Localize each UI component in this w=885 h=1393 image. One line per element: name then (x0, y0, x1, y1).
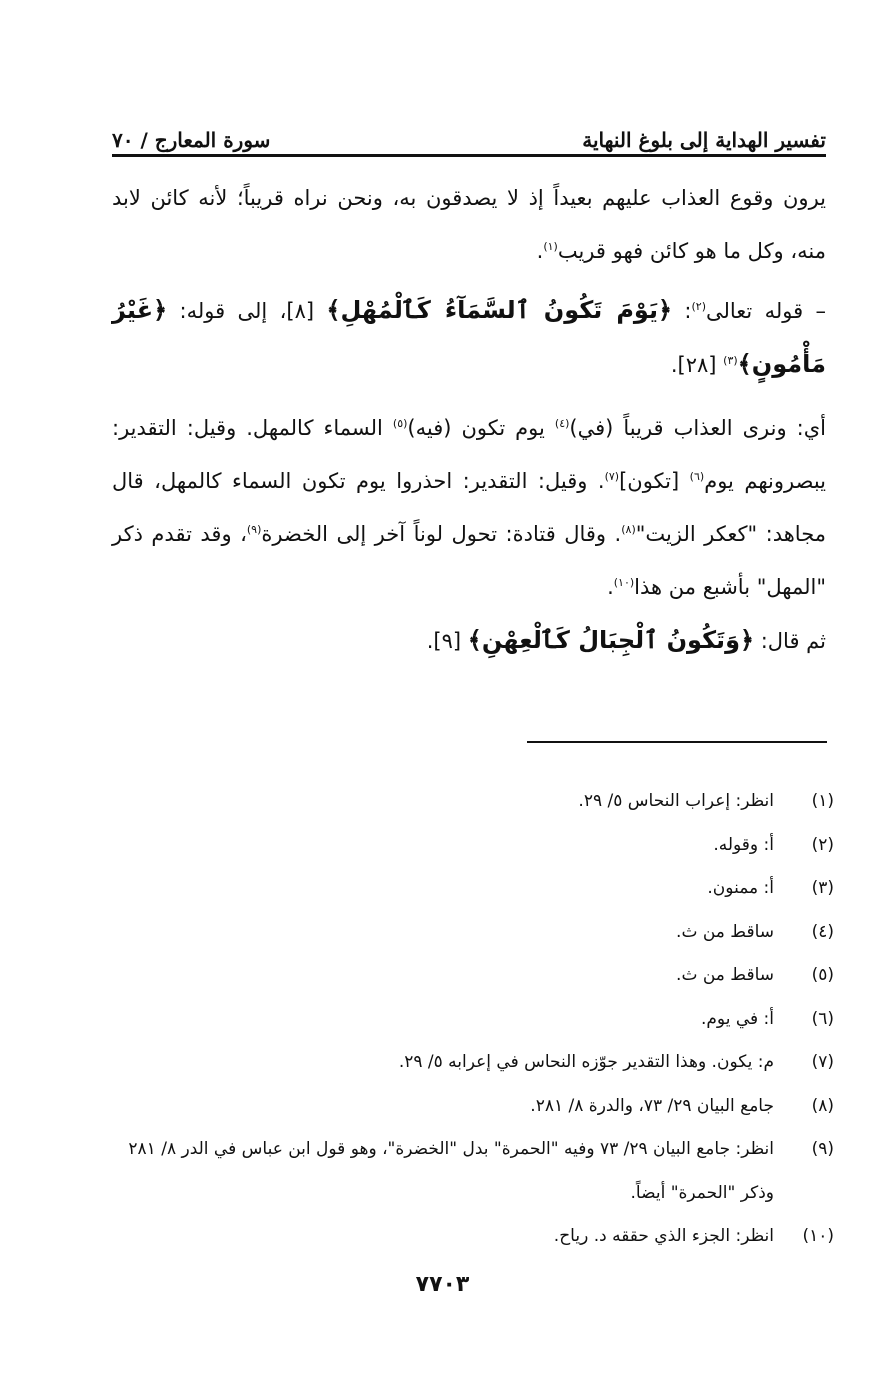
footnote-ref: (٥) (392, 417, 408, 430)
footnote-item: (١) انظر: إعراب النحاس ٥/ ٢٩. (578, 791, 834, 811)
footnote-item: (٥) ساقط من ث. (676, 965, 834, 985)
footnote-separator (527, 741, 827, 743)
footnote-ref: (٨) (621, 523, 636, 536)
paragraph-1: يرون وقوع العذاب عليهم بعيداً إذ لا يصدقون به، ونحن نراه قريباً؛ لأنه كائن لابد منه، وكل ما هو كائن فهو قريب$^{(١)}$. (112, 186, 826, 263)
quran-verse: ﴿وَتَكُونُ ٱلْجِبَالُ كَٱلْعِهْنِ﴾ (467, 626, 755, 654)
footnote-item: (١٠) انظر: الجزء الذي حققه د. رياح. (553, 1226, 834, 1246)
running-header (112, 112, 826, 152)
footnote-ref: (١) (543, 240, 558, 253)
footnote-ref: (٤) (554, 417, 570, 430)
footnote-item: (٨) جامع البيان ٢٩/ ٧٣، والدرة ٨/ ٢٨١. (530, 1095, 834, 1116)
main-text (112, 172, 826, 668)
surah-page-label: سورة المعارج / ٧٠ (112, 128, 271, 152)
footnotes (112, 780, 834, 1259)
footnote-ref: (١٠) (613, 576, 635, 589)
footnote-item: (٧) م: يكون. وهذا التقدير جوّزه النحاس في إعرابه ٥/ ٢٩. (398, 1052, 834, 1072)
footnote-item: (٩) انظر: جامع البيان ٢٩/ ٧٣ وفيه "الحمرة" بدل "الخضرة"، وهو قول ابن عباس في الدر ٨/ ٢٨١ وذكر "الحمرة" أيضاً. (128, 1139, 834, 1203)
footnote-ref: (٦) (689, 470, 705, 483)
page-number: ٧٧٠٣ (415, 1272, 470, 1297)
quran-verse: ﴿غَيْرُ مَأْمُونٍ﴾ (112, 296, 826, 378)
book-title: تفسير الهداية إلى بلوغ النهاية (582, 128, 826, 152)
footnote-ref: (٣) (723, 354, 738, 367)
header-rule (112, 154, 826, 157)
quran-verse: ﴿يَوْمَ تَكُونُ ٱلسَّمَآءُ كَٱلْمُهْلِ﴾ (326, 296, 673, 324)
paragraph-3: أي: ونرى العذاب قريباً (في)$^{(٤)}$ يوم تكون (فيه)$^{(٥)}$ السماء كالمهل. وقيل: التقدير: يبصرونهم يوم$^{(٦)}$ [تكون]$^{(٧)}$. وقيل: التقدير: احذروا يوم تكون السماء كالمهل، قال مجاهد: "كعكر الزيت"$^{(٨)}$. وقال قتادة: تحول لوناً آخر إلى الخضرة$^{(٩)}$، وقد تقدم ذكر "المهل" بأشبع من هذا$^{(١٠)}$. (112, 416, 826, 599)
footnote-item: (٤) ساقط من ث. (676, 921, 834, 942)
footnote-ref: (٧) (604, 470, 620, 483)
footnote-item: (٦) أ: في يوم. (701, 1008, 834, 1029)
footnote-ref: (٩) (246, 523, 262, 536)
footnote-item: (٣) أ: ممنون. (707, 878, 834, 898)
footnote-ref: (٢) (691, 300, 706, 313)
paragraph-4: ثم قال: ﴿وَتَكُونُ ٱلْجِبَالُ كَٱلْعِهْنِ﴾ [٩]. (426, 626, 826, 654)
paragraph-2: – قوله تعالى$^{(٢)}$: ﴿يَوْمَ تَكُونُ ٱلسَّمَآءُ كَٱلْمُهْلِ﴾ [٨]، إلى قوله: ﴿غَيْرُ مَأْمُونٍ﴾$^{(٣)}$ [٢٨]. (112, 296, 827, 378)
footnote-item: (٢) أ: وقوله. (713, 834, 834, 855)
